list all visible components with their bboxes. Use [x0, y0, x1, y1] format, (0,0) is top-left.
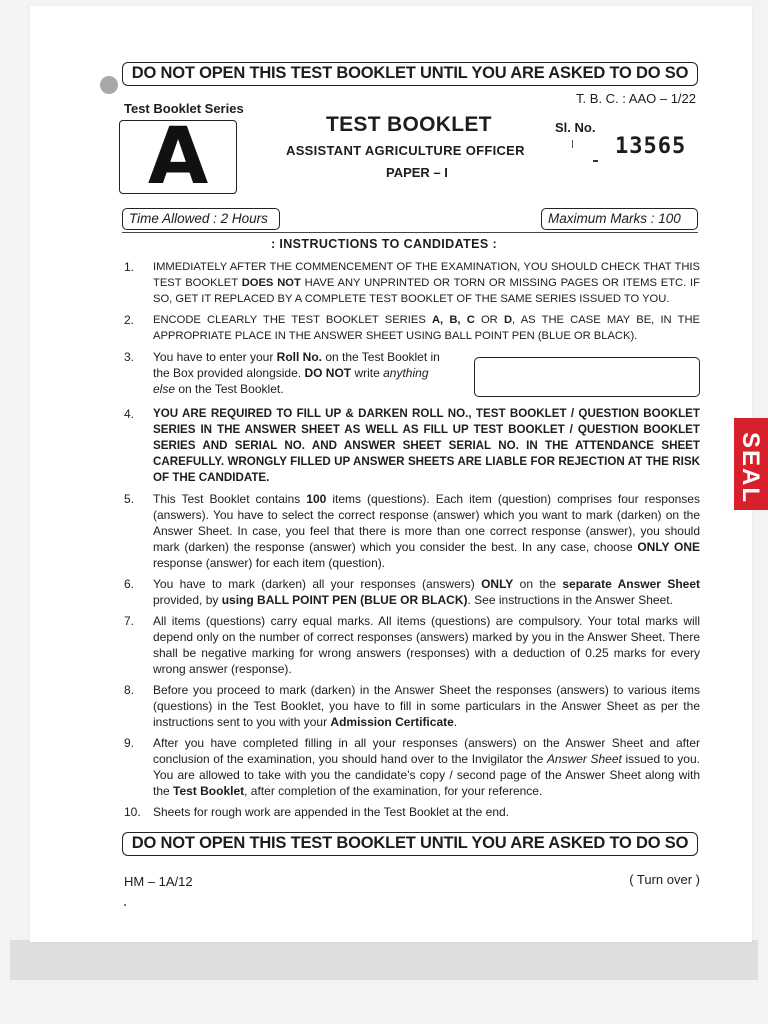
emphasis-text: D: [503, 314, 513, 326]
text-run: provided, by: [153, 593, 222, 607]
text-run: Sheets for rough work are appended in the Test Booklet at the end.: [153, 805, 510, 819]
instruction-text: [153, 735, 700, 799]
instruction-text: [153, 312, 700, 344]
emphasis-text: Test Booklet: [173, 784, 245, 798]
series-box: [119, 112, 237, 202]
series-label: Test Booklet Series: [124, 101, 244, 116]
instruction-item: [124, 312, 700, 344]
italic-text: Answer Sheet: [546, 752, 622, 766]
instruction-item: [124, 491, 700, 571]
emphasis-text: DO NOT: [304, 366, 352, 380]
instruction-text: [153, 576, 700, 608]
text-run: items (questions). Each item (question) comprises four responses (answers). You have to select the correct response (answer) which you want to mark (darken) on the Answer Sheet. In case, you feel that there is more than one correct response (answer), you should mark (darken) the response (answer) which you consider the best. In any case, choose: [153, 492, 700, 554]
instruction-number: 5.: [124, 492, 135, 506]
instruction-number: 4.: [124, 407, 135, 421]
emphasis-text: ONLY ONE: [637, 540, 701, 554]
seal-text: SEAL: [737, 432, 764, 505]
ink-mark: [593, 160, 598, 162]
bottom-warning-banner: DO NOT OPEN THIS TEST BOOKLET UNTIL YOU ARE ASKED TO DO SO: [122, 832, 698, 856]
instruction-number: 1.: [124, 260, 135, 274]
text-run: ENCODE CLEARLY THE TEST BOOKLET SERIES: [153, 314, 432, 326]
instruction-text: [153, 491, 700, 571]
text-run: IMMEDIATELY AFTER THE COMMENCEMENT OF THE EXAMINATION, YOU SHOULD CHECK THAT THIS TEST BOOKLET: [153, 261, 700, 289]
paper-number: PAPER – I: [386, 165, 448, 180]
text-run: on the Test Booklet in the Box provided alongside.: [153, 350, 440, 380]
instruction-text: [153, 349, 441, 401]
booklet-code: HM – 1A/12: [124, 874, 193, 889]
emphasis-text: separate Answer Sheet: [562, 577, 700, 591]
text-run: All items (questions) carry equal marks. All items (questions) are compulsory. Your total marks will depend only on the number of correct responses (answers) marked by you in the Answer Sheet. There shall be negative marking for wrong answers (responses) with a deduction of 0.25 marks for every wrong answer (response).: [153, 614, 700, 676]
instruction-number: 6.: [124, 577, 135, 591]
text-run: write: [351, 366, 384, 380]
instruction-text: [153, 613, 700, 677]
text-run: Before you proceed to mark (darken) in the Answer Sheet the responses (answers) to various items (questions) in the Test Booklet, you have to fill in some particulars in the Answer Sheet as per the instructions sent to you with your: [153, 683, 700, 729]
page-title: TEST BOOKLET: [326, 113, 492, 136]
text-run: You have to mark (darken) all your responses (answers): [153, 577, 482, 591]
text-run: on the Test Booklet.: [175, 382, 284, 396]
instruction-item: [124, 406, 700, 486]
instruction-number: 9.: [124, 736, 135, 750]
emphasis-text: Admission Certificate: [330, 715, 454, 729]
instruction-number: 7.: [124, 614, 135, 628]
serial-number: 13565: [615, 134, 687, 159]
emphasis-text: Roll No.: [276, 350, 322, 364]
instruction-text: [153, 682, 700, 730]
instruction-item: [124, 735, 700, 799]
instruction-item: [124, 804, 700, 820]
tbc-code: T. B. C. : AAO – 1/22: [576, 91, 696, 106]
instruction-text: [153, 406, 700, 486]
time-allowed: Time Allowed : 2 Hours: [122, 208, 280, 230]
top-warning-banner: DO NOT OPEN THIS TEST BOOKLET UNTIL YOU ARE ASKED TO DO SO: [122, 62, 698, 86]
text-run: After you have completed filling in all your responses (answers) on the Answer Sheet and after conclusion of the examination, you should hand over to the Invigilator the: [153, 736, 700, 766]
instruction-number: 8.: [124, 683, 135, 697]
text-run: , after completion of the examination, for your reference.: [244, 784, 543, 798]
instruction-text: [153, 259, 700, 307]
text-run: , AS THE CASE MAY BE, IN THE APPROPRIATE PLACE IN THE ANSWER SHEET USING BALL POINT PEN (BLUE OR BLACK).: [153, 314, 700, 342]
instructions-list: [124, 259, 700, 825]
instruction-item: [124, 349, 700, 401]
series-letter: A: [147, 112, 209, 202]
punch-hole: [100, 76, 118, 94]
scanner-bed-strip: [10, 940, 758, 980]
instruction-item: [124, 576, 700, 608]
instruction-item: [124, 682, 700, 730]
text-run: You have to enter your: [153, 350, 277, 364]
text-run: . See instructions in the Answer Sheet.: [467, 593, 673, 607]
instruction-number: 10.: [124, 805, 141, 819]
scan-speck: [124, 904, 126, 906]
emphasis-text: ONLY: [481, 577, 514, 591]
instruction-item: [124, 259, 700, 307]
instruction-number: 2.: [124, 313, 135, 327]
text-run: on the: [513, 577, 563, 591]
emphasis-text: using BALL POINT PEN (BLUE OR BLACK): [221, 593, 468, 607]
instruction-text: [153, 804, 700, 820]
text-run: OR: [474, 314, 504, 326]
text-run: issued to you. You are allowed to take with you the candidate's copy / second page of the Answer Sheet along with the: [153, 752, 700, 798]
instructions-title: : INSTRUCTIONS TO CANDIDATES :: [270, 237, 498, 251]
turn-over: ( Turn over ): [629, 872, 700, 887]
emphasis-text: DOES NOT: [241, 277, 301, 289]
instruction-item: [124, 613, 700, 677]
instruction-number: 3.: [124, 350, 135, 364]
emphasis-text: 100: [306, 492, 327, 506]
text-run: .: [453, 715, 458, 729]
text-run: This Test Booklet contains: [153, 492, 307, 506]
text-run: YOU ARE REQUIRED TO FILL UP & DARKEN ROLL NO., TEST BOOKLET / QUESTION BOOKLET SERIES IN THE ANSWER SHEET AS WELL AS FILL UP TEST BOOKLET / QUESTION BOOKLET SERIES AND SERIAL NO. AND ANSWER SHEET SERIAL NO. IN THE ATTENDANCE SHEET CAREFULLY. WRONGLY FILLED UP ANSWER SHEETS ARE LIABLE FOR REJECTION AT THE RISK OF THE CANDIDATE.: [153, 407, 700, 484]
italic-text: anything else: [153, 366, 429, 396]
seal-tab: [734, 418, 768, 510]
text-run: HAVE ANY UNPRINTED OR TORN OR MISSING PAGES OR ITEMS ETC. IF SO, GET IT REPLACED BY A COMPLETE TEST BOOKLET OF THE SAME SERIES ISSUED TO YOU.: [153, 277, 701, 305]
emphasis-text: A, B, C: [431, 314, 475, 326]
ink-mark: [572, 140, 573, 148]
post-name: ASSISTANT AGRICULTURE OFFICER: [286, 143, 525, 158]
divider: [122, 232, 698, 233]
roll-number-box: [474, 357, 700, 397]
serial-label: Sl. No.: [555, 120, 596, 135]
text-run: response (answer) for each item (question).: [153, 556, 386, 570]
maximum-marks: Maximum Marks : 100: [541, 208, 698, 230]
